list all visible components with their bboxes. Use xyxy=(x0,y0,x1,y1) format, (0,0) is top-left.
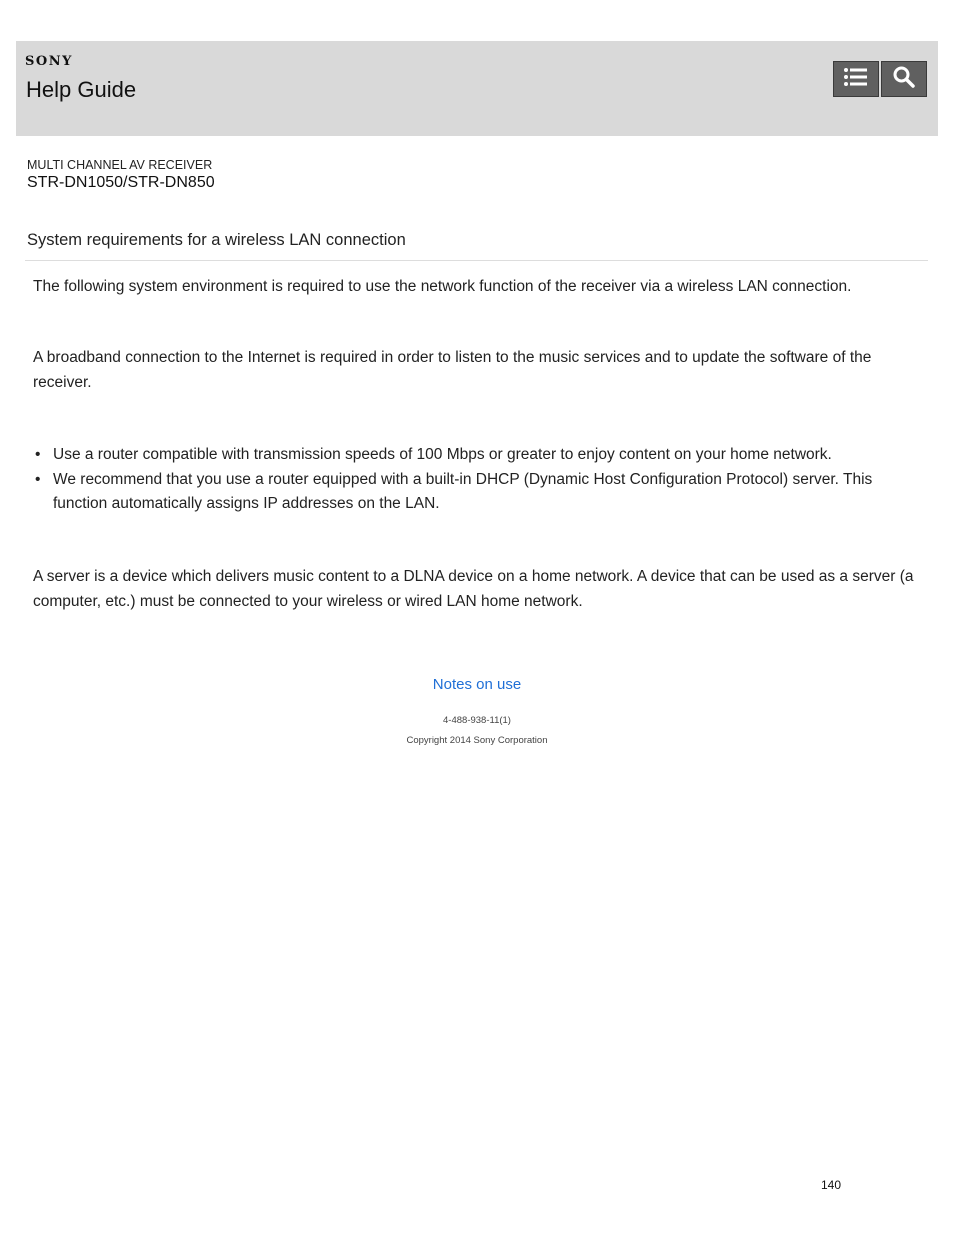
product-model: STR-DN1050/STR-DN850 xyxy=(27,174,215,191)
router-requirements-list xyxy=(33,443,918,517)
menu-button[interactable] xyxy=(833,61,879,97)
product-category: MULTI CHANNEL AV RECEIVER xyxy=(27,158,213,172)
title-divider xyxy=(25,260,928,261)
internet-paragraph: A broadband connection to the Internet is required in order to listen to the music services and to update the software of the receiver. xyxy=(33,349,872,391)
header-bar xyxy=(16,41,938,136)
page-number: 140 xyxy=(821,1178,842,1192)
server-paragraph: A server is a device which delivers music content to a DLNA device on a home network. A device that can be used as a server (a computer, etc.) must be connected to your wireless or wired LAN home network. xyxy=(33,568,914,610)
copyright-text: Copyright 2014 Sony Corporation xyxy=(406,735,548,746)
document-number: 4-488-938-11(1) xyxy=(443,715,511,726)
sony-logo: SONY xyxy=(25,54,73,69)
help-guide-title: Help Guide xyxy=(26,77,137,102)
search-button[interactable] xyxy=(881,61,927,97)
list-item: • We recommend that you use a router equipped with a built-in DHCP (Dynamic Host Configuration Protocol) server. This function automatically assigns IP addresses on the LAN. xyxy=(33,468,918,517)
intro-paragraph: The following system environment is required to use the network function of the receiver via a wireless LAN connection. xyxy=(33,278,852,295)
page-title: System requirements for a wireless LAN connection xyxy=(27,231,406,249)
notes-on-use-link[interactable]: Notes on use xyxy=(432,676,522,693)
search-icon xyxy=(892,65,916,94)
list-icon xyxy=(843,66,869,93)
list-item: • Use a router compatible with transmission speeds of 100 Mbps or greater to enjoy content on your home network. xyxy=(33,443,918,468)
